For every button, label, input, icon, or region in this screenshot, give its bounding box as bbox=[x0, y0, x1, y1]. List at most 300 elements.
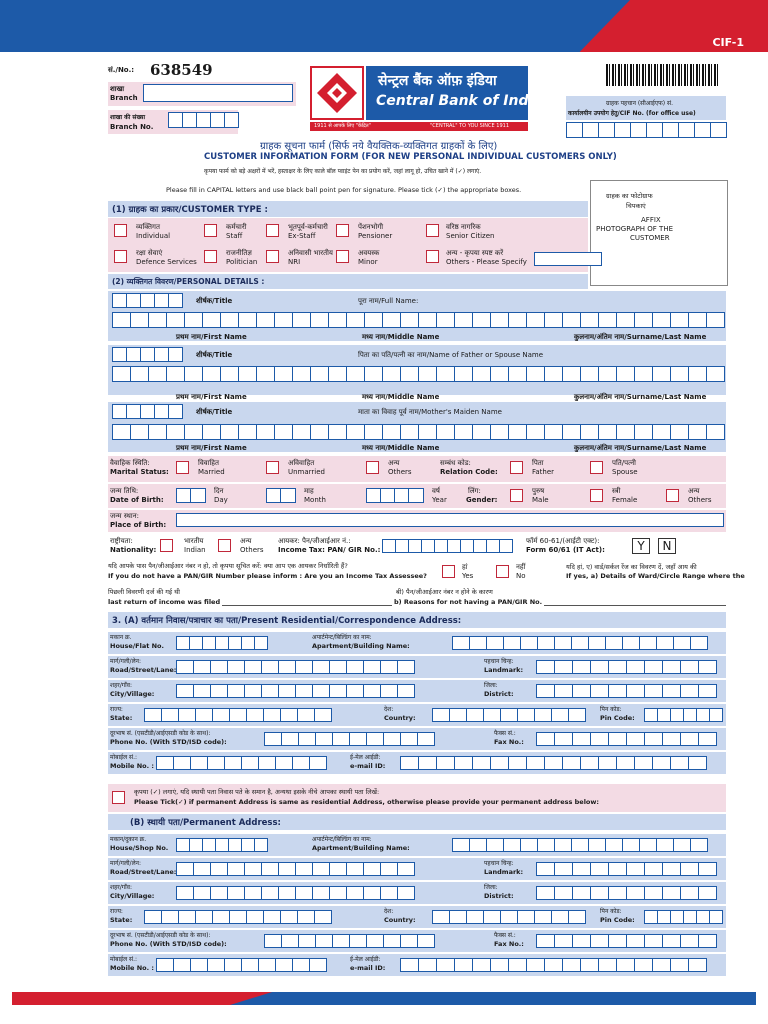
char-cell[interactable] bbox=[652, 756, 671, 770]
char-cell[interactable] bbox=[662, 886, 681, 900]
char-cell[interactable] bbox=[588, 838, 606, 852]
char-cell[interactable] bbox=[176, 684, 194, 698]
char-cell[interactable] bbox=[176, 838, 190, 852]
char-cell[interactable] bbox=[244, 886, 262, 900]
char-cell[interactable] bbox=[544, 312, 563, 328]
char-cell[interactable] bbox=[706, 424, 725, 440]
char-cell[interactable] bbox=[472, 366, 491, 382]
char-cell[interactable] bbox=[364, 366, 383, 382]
char-cell[interactable] bbox=[657, 708, 671, 722]
char-cell[interactable] bbox=[670, 910, 684, 924]
char-cell[interactable] bbox=[508, 366, 527, 382]
char-cell[interactable] bbox=[616, 756, 635, 770]
char-cell[interactable] bbox=[256, 424, 275, 440]
char-cell[interactable] bbox=[608, 934, 627, 948]
char-cell[interactable] bbox=[210, 660, 228, 674]
char-cell[interactable] bbox=[173, 958, 191, 972]
char-cell[interactable] bbox=[598, 756, 617, 770]
char-cell[interactable] bbox=[397, 660, 415, 674]
addr-a-fax-field[interactable] bbox=[536, 732, 716, 746]
char-cell[interactable] bbox=[580, 366, 599, 382]
char-cell[interactable] bbox=[176, 636, 190, 650]
char-cell[interactable] bbox=[634, 756, 653, 770]
char-cell[interactable] bbox=[193, 660, 211, 674]
char-cell[interactable] bbox=[544, 756, 563, 770]
char-cell[interactable] bbox=[608, 886, 627, 900]
char-cell[interactable] bbox=[472, 958, 491, 972]
char-cell[interactable] bbox=[380, 684, 398, 698]
char-cell[interactable] bbox=[112, 312, 131, 328]
char-cell[interactable] bbox=[536, 732, 555, 746]
char-cell[interactable] bbox=[571, 636, 589, 650]
char-cell[interactable] bbox=[680, 934, 699, 948]
char-cell[interactable] bbox=[598, 366, 617, 382]
char-cell[interactable] bbox=[680, 684, 699, 698]
char-cell[interactable] bbox=[688, 958, 707, 972]
char-cell[interactable] bbox=[418, 366, 437, 382]
char-cell[interactable] bbox=[554, 886, 573, 900]
addr-a-apt-field[interactable] bbox=[452, 636, 707, 650]
char-cell[interactable] bbox=[130, 424, 149, 440]
char-cell[interactable] bbox=[382, 424, 401, 440]
char-cell[interactable] bbox=[329, 886, 347, 900]
checkbox-nri[interactable] bbox=[266, 250, 279, 263]
char-cell[interactable] bbox=[212, 910, 230, 924]
char-cell[interactable] bbox=[452, 636, 470, 650]
char-cell[interactable] bbox=[534, 708, 552, 722]
addr-a-district-field[interactable] bbox=[536, 684, 716, 698]
char-cell[interactable] bbox=[590, 732, 609, 746]
addr-b-road-field[interactable] bbox=[176, 862, 414, 876]
char-cell[interactable] bbox=[148, 312, 167, 328]
char-cell[interactable] bbox=[256, 366, 275, 382]
char-cell[interactable] bbox=[292, 424, 311, 440]
char-cell[interactable] bbox=[526, 424, 545, 440]
char-cell[interactable] bbox=[526, 312, 545, 328]
char-cell[interactable] bbox=[400, 424, 419, 440]
char-cell[interactable] bbox=[176, 862, 194, 876]
char-cell[interactable] bbox=[421, 539, 435, 553]
char-cell[interactable] bbox=[202, 366, 221, 382]
char-cell[interactable] bbox=[644, 910, 658, 924]
addr-b-house2-field[interactable] bbox=[176, 838, 267, 852]
char-cell[interactable] bbox=[202, 838, 216, 852]
addr-b-country-field[interactable] bbox=[432, 910, 585, 924]
char-cell[interactable] bbox=[417, 934, 435, 948]
char-cell[interactable] bbox=[562, 756, 581, 770]
char-cell[interactable] bbox=[590, 684, 609, 698]
char-cell[interactable] bbox=[562, 958, 581, 972]
char-cell[interactable] bbox=[193, 886, 211, 900]
char-cell[interactable] bbox=[709, 708, 723, 722]
char-cell[interactable] bbox=[156, 958, 174, 972]
char-cell[interactable] bbox=[590, 660, 609, 674]
char-cell[interactable] bbox=[227, 862, 245, 876]
char-cell[interactable] bbox=[328, 366, 347, 382]
char-cell[interactable] bbox=[309, 958, 327, 972]
char-cell[interactable] bbox=[382, 539, 396, 553]
char-cell[interactable] bbox=[349, 934, 367, 948]
char-cell[interactable] bbox=[508, 756, 527, 770]
char-cell[interactable] bbox=[652, 958, 671, 972]
checkbox-individual[interactable] bbox=[114, 224, 127, 237]
char-cell[interactable] bbox=[536, 684, 555, 698]
char-cell[interactable] bbox=[264, 934, 282, 948]
char-cell[interactable] bbox=[346, 660, 364, 674]
char-cell[interactable] bbox=[195, 708, 213, 722]
char-cell[interactable] bbox=[295, 660, 313, 674]
char-cell[interactable] bbox=[332, 732, 350, 746]
char-cell[interactable] bbox=[536, 886, 555, 900]
char-cell[interactable] bbox=[295, 684, 313, 698]
char-cell[interactable] bbox=[500, 708, 518, 722]
char-cell[interactable] bbox=[418, 958, 437, 972]
addr-b-fax-field[interactable] bbox=[536, 934, 716, 948]
char-cell[interactable] bbox=[246, 910, 264, 924]
char-cell[interactable] bbox=[190, 958, 208, 972]
char-cell[interactable] bbox=[572, 886, 591, 900]
char-cell[interactable] bbox=[598, 312, 617, 328]
char-cell[interactable] bbox=[688, 312, 707, 328]
char-cell[interactable] bbox=[418, 756, 437, 770]
char-cell[interactable] bbox=[580, 424, 599, 440]
char-cell[interactable] bbox=[469, 838, 487, 852]
char-cell[interactable] bbox=[161, 910, 179, 924]
char-cell[interactable] bbox=[688, 424, 707, 440]
checkbox-senior-citizen[interactable] bbox=[426, 224, 439, 237]
char-cell[interactable] bbox=[207, 958, 225, 972]
char-cell[interactable] bbox=[364, 424, 383, 440]
char-cell[interactable] bbox=[580, 958, 599, 972]
char-cell[interactable] bbox=[238, 366, 257, 382]
char-cell[interactable] bbox=[346, 862, 364, 876]
char-cell[interactable] bbox=[572, 862, 591, 876]
char-cell[interactable] bbox=[298, 934, 316, 948]
char-cell[interactable] bbox=[176, 886, 194, 900]
char-cell[interactable] bbox=[683, 910, 697, 924]
char-cell[interactable] bbox=[397, 886, 415, 900]
char-cell[interactable] bbox=[466, 708, 484, 722]
char-cell[interactable] bbox=[148, 366, 167, 382]
char-cell[interactable] bbox=[454, 366, 473, 382]
title-field-2[interactable] bbox=[112, 347, 184, 362]
branch-field[interactable] bbox=[143, 84, 293, 102]
char-cell[interactable] bbox=[261, 886, 279, 900]
char-cell[interactable] bbox=[278, 660, 296, 674]
char-cell[interactable] bbox=[536, 660, 555, 674]
addr-a-phone-field[interactable] bbox=[264, 732, 434, 746]
char-cell[interactable] bbox=[227, 660, 245, 674]
char-cell[interactable] bbox=[652, 366, 671, 382]
char-cell[interactable] bbox=[590, 862, 609, 876]
char-cell[interactable] bbox=[486, 636, 504, 650]
char-cell[interactable] bbox=[698, 934, 717, 948]
char-cell[interactable] bbox=[688, 756, 707, 770]
addr-a-state-field[interactable] bbox=[144, 708, 331, 722]
char-cell[interactable] bbox=[166, 312, 185, 328]
char-cell[interactable] bbox=[328, 424, 347, 440]
char-cell[interactable] bbox=[176, 660, 194, 674]
char-cell[interactable] bbox=[263, 708, 281, 722]
char-cell[interactable] bbox=[490, 958, 509, 972]
char-cell[interactable] bbox=[644, 660, 663, 674]
char-cell[interactable] bbox=[472, 756, 491, 770]
char-cell[interactable] bbox=[626, 732, 645, 746]
char-cell[interactable] bbox=[698, 862, 717, 876]
char-cell[interactable] bbox=[598, 424, 617, 440]
char-cell[interactable] bbox=[436, 756, 455, 770]
char-cell[interactable] bbox=[161, 708, 179, 722]
char-cell[interactable] bbox=[241, 636, 255, 650]
char-cell[interactable] bbox=[508, 424, 527, 440]
char-cell[interactable] bbox=[526, 366, 545, 382]
mother-maiden-field[interactable] bbox=[112, 424, 726, 440]
char-cell[interactable] bbox=[520, 636, 538, 650]
char-cell[interactable] bbox=[261, 660, 279, 674]
char-cell[interactable] bbox=[562, 366, 581, 382]
char-cell[interactable] bbox=[472, 312, 491, 328]
char-cell[interactable] bbox=[551, 708, 569, 722]
char-cell[interactable] bbox=[166, 366, 185, 382]
char-cell[interactable] bbox=[220, 366, 239, 382]
char-cell[interactable] bbox=[490, 424, 509, 440]
char-cell[interactable] bbox=[256, 312, 275, 328]
char-cell[interactable] bbox=[112, 424, 131, 440]
char-cell[interactable] bbox=[490, 312, 509, 328]
char-cell[interactable] bbox=[280, 910, 298, 924]
addr-a-road-field[interactable] bbox=[176, 660, 414, 674]
char-cell[interactable] bbox=[366, 732, 384, 746]
char-cell[interactable] bbox=[536, 862, 555, 876]
char-cell[interactable] bbox=[554, 862, 573, 876]
char-cell[interactable] bbox=[229, 708, 247, 722]
char-cell[interactable] bbox=[193, 862, 211, 876]
char-cell[interactable] bbox=[400, 312, 419, 328]
char-cell[interactable] bbox=[483, 910, 501, 924]
char-cell[interactable] bbox=[572, 732, 591, 746]
char-cell[interactable] bbox=[346, 684, 364, 698]
char-cell[interactable] bbox=[207, 756, 225, 770]
char-cell[interactable] bbox=[246, 708, 264, 722]
char-cell[interactable] bbox=[254, 838, 268, 852]
father-spouse-field[interactable] bbox=[112, 366, 726, 382]
char-cell[interactable] bbox=[499, 539, 513, 553]
char-cell[interactable] bbox=[657, 910, 671, 924]
checkbox-spouse[interactable] bbox=[590, 461, 603, 474]
addr-a-pin-field[interactable] bbox=[644, 708, 722, 722]
char-cell[interactable] bbox=[670, 424, 689, 440]
char-cell[interactable] bbox=[490, 756, 509, 770]
char-cell[interactable] bbox=[261, 684, 279, 698]
char-cell[interactable] bbox=[706, 312, 725, 328]
char-cell[interactable] bbox=[215, 838, 229, 852]
char-cell[interactable] bbox=[210, 886, 228, 900]
addr-a-house-field[interactable] bbox=[176, 636, 267, 650]
char-cell[interactable] bbox=[278, 886, 296, 900]
char-cell[interactable] bbox=[554, 838, 572, 852]
char-cell[interactable] bbox=[274, 366, 293, 382]
char-cell[interactable] bbox=[639, 636, 657, 650]
char-cell[interactable] bbox=[680, 660, 699, 674]
char-cell[interactable] bbox=[616, 366, 635, 382]
char-cell[interactable] bbox=[312, 862, 330, 876]
char-cell[interactable] bbox=[616, 424, 635, 440]
char-cell[interactable] bbox=[483, 708, 501, 722]
char-cell[interactable] bbox=[526, 958, 545, 972]
char-cell[interactable] bbox=[130, 312, 149, 328]
char-cell[interactable] bbox=[346, 366, 365, 382]
checkbox-assessee-no[interactable] bbox=[496, 565, 509, 578]
form60-yes-box[interactable]: Y bbox=[632, 538, 650, 554]
checkbox-pensioner[interactable] bbox=[336, 224, 349, 237]
char-cell[interactable] bbox=[520, 838, 538, 852]
char-cell[interactable] bbox=[380, 886, 398, 900]
char-cell[interactable] bbox=[500, 910, 518, 924]
lastret-line[interactable] bbox=[222, 605, 392, 606]
char-cell[interactable] bbox=[278, 862, 296, 876]
char-cell[interactable] bbox=[210, 684, 228, 698]
char-cell[interactable] bbox=[383, 732, 401, 746]
char-cell[interactable] bbox=[554, 684, 573, 698]
addr-b-email-field[interactable] bbox=[400, 958, 706, 972]
char-cell[interactable] bbox=[297, 708, 315, 722]
char-cell[interactable] bbox=[189, 838, 203, 852]
char-cell[interactable] bbox=[432, 708, 450, 722]
char-cell[interactable] bbox=[608, 732, 627, 746]
char-cell[interactable] bbox=[329, 660, 347, 674]
char-cell[interactable] bbox=[156, 756, 174, 770]
char-cell[interactable] bbox=[508, 958, 527, 972]
char-cell[interactable] bbox=[634, 312, 653, 328]
char-cell[interactable] bbox=[696, 708, 710, 722]
char-cell[interactable] bbox=[297, 910, 315, 924]
char-cell[interactable] bbox=[295, 886, 313, 900]
checkbox-married[interactable] bbox=[176, 461, 189, 474]
char-cell[interactable] bbox=[244, 684, 262, 698]
char-cell[interactable] bbox=[202, 424, 221, 440]
char-cell[interactable] bbox=[571, 838, 589, 852]
char-cell[interactable] bbox=[652, 312, 671, 328]
char-cell[interactable] bbox=[436, 958, 455, 972]
char-cell[interactable] bbox=[432, 910, 450, 924]
title-field-1[interactable] bbox=[112, 293, 184, 308]
char-cell[interactable] bbox=[688, 366, 707, 382]
char-cell[interactable] bbox=[363, 886, 381, 900]
char-cell[interactable] bbox=[673, 838, 691, 852]
char-cell[interactable] bbox=[281, 732, 299, 746]
char-cell[interactable] bbox=[449, 910, 467, 924]
char-cell[interactable] bbox=[644, 934, 663, 948]
char-cell[interactable] bbox=[698, 732, 717, 746]
char-cell[interactable] bbox=[400, 756, 419, 770]
char-cell[interactable] bbox=[554, 660, 573, 674]
addr-b-mobile-field[interactable] bbox=[156, 958, 326, 972]
char-cell[interactable] bbox=[400, 732, 418, 746]
char-cell[interactable] bbox=[562, 312, 581, 328]
char-cell[interactable] bbox=[227, 684, 245, 698]
checkbox-gender-others[interactable] bbox=[666, 489, 679, 502]
char-cell[interactable] bbox=[238, 312, 257, 328]
char-cell[interactable] bbox=[314, 910, 332, 924]
char-cell[interactable] bbox=[670, 366, 689, 382]
addr-b-state-field[interactable] bbox=[144, 910, 331, 924]
char-cell[interactable] bbox=[312, 684, 330, 698]
char-cell[interactable] bbox=[626, 886, 645, 900]
char-cell[interactable] bbox=[227, 886, 245, 900]
checkbox-nationality-others[interactable] bbox=[218, 539, 231, 552]
char-cell[interactable] bbox=[473, 539, 487, 553]
char-cell[interactable] bbox=[295, 862, 313, 876]
char-cell[interactable] bbox=[662, 934, 681, 948]
char-cell[interactable] bbox=[264, 732, 282, 746]
char-cell[interactable] bbox=[241, 838, 255, 852]
char-cell[interactable] bbox=[144, 708, 162, 722]
char-cell[interactable] bbox=[281, 934, 299, 948]
addr-a-city-field[interactable] bbox=[176, 684, 414, 698]
char-cell[interactable] bbox=[380, 660, 398, 674]
char-cell[interactable] bbox=[544, 424, 563, 440]
char-cell[interactable] bbox=[572, 660, 591, 674]
char-cell[interactable] bbox=[349, 732, 367, 746]
char-cell[interactable] bbox=[562, 424, 581, 440]
char-cell[interactable] bbox=[616, 958, 635, 972]
char-cell[interactable] bbox=[449, 708, 467, 722]
char-cell[interactable] bbox=[315, 934, 333, 948]
char-cell[interactable] bbox=[680, 862, 699, 876]
char-cell[interactable] bbox=[328, 312, 347, 328]
char-cell[interactable] bbox=[258, 756, 276, 770]
addr-b-district-field[interactable] bbox=[536, 886, 716, 900]
char-cell[interactable] bbox=[346, 312, 365, 328]
char-cell[interactable] bbox=[517, 910, 535, 924]
char-cell[interactable] bbox=[652, 424, 671, 440]
char-cell[interactable] bbox=[469, 636, 487, 650]
char-cell[interactable] bbox=[395, 539, 409, 553]
char-cell[interactable] bbox=[144, 910, 162, 924]
char-cell[interactable] bbox=[503, 838, 521, 852]
char-cell[interactable] bbox=[241, 756, 259, 770]
checkbox-father[interactable] bbox=[510, 461, 523, 474]
cif-field[interactable] bbox=[566, 122, 726, 138]
char-cell[interactable] bbox=[670, 756, 689, 770]
char-cell[interactable] bbox=[193, 684, 211, 698]
char-cell[interactable] bbox=[662, 732, 681, 746]
char-cell[interactable] bbox=[244, 660, 262, 674]
char-cell[interactable] bbox=[332, 934, 350, 948]
char-cell[interactable] bbox=[460, 539, 474, 553]
char-cell[interactable] bbox=[680, 886, 699, 900]
char-cell[interactable] bbox=[228, 636, 242, 650]
char-cell[interactable] bbox=[418, 424, 437, 440]
char-cell[interactable] bbox=[698, 684, 717, 698]
char-cell[interactable] bbox=[706, 366, 725, 382]
char-cell[interactable] bbox=[605, 838, 623, 852]
char-cell[interactable] bbox=[526, 756, 545, 770]
char-cell[interactable] bbox=[622, 636, 640, 650]
checkbox-marital-others[interactable] bbox=[366, 461, 379, 474]
checkbox-same-address[interactable] bbox=[112, 791, 125, 804]
char-cell[interactable] bbox=[184, 424, 203, 440]
char-cell[interactable] bbox=[397, 862, 415, 876]
char-cell[interactable] bbox=[434, 539, 448, 553]
branch-no-field[interactable] bbox=[168, 112, 240, 128]
char-cell[interactable] bbox=[224, 756, 242, 770]
char-cell[interactable] bbox=[454, 312, 473, 328]
addr-b-apt-field[interactable] bbox=[452, 838, 707, 852]
char-cell[interactable] bbox=[400, 366, 419, 382]
char-cell[interactable] bbox=[572, 684, 591, 698]
char-cell[interactable] bbox=[644, 732, 663, 746]
